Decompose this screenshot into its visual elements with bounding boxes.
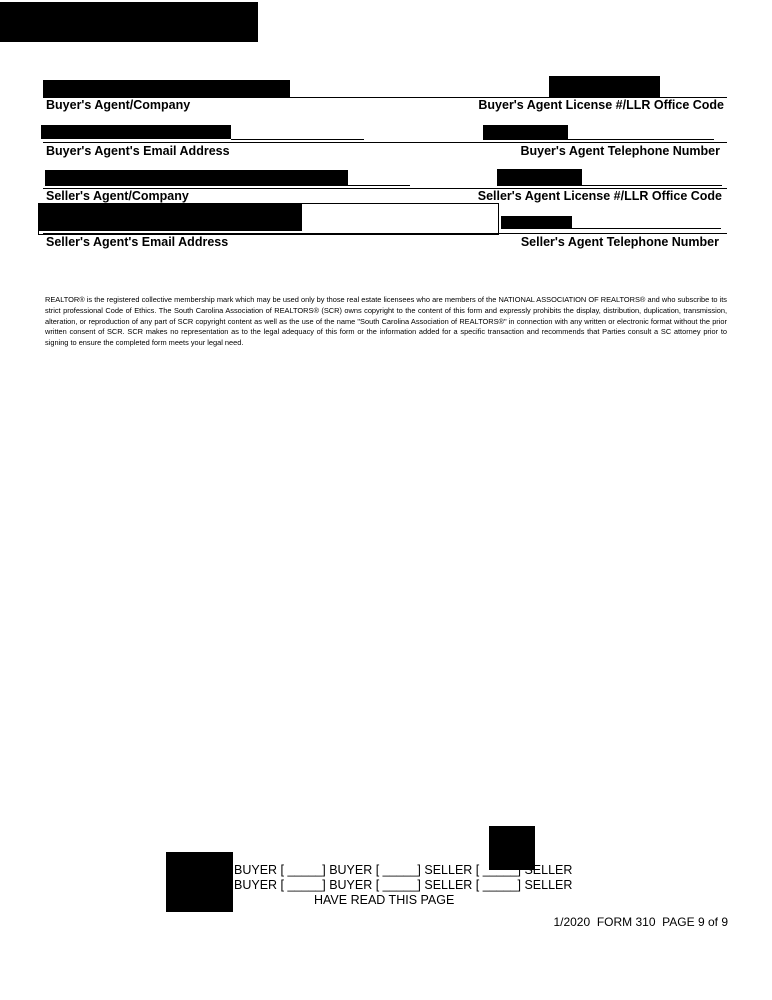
seller-agent-email-line <box>43 233 727 234</box>
redacted-seller-agent-license <box>497 169 582 186</box>
redacted-buyer-agent-company <box>43 80 290 97</box>
redacted-header <box>0 2 258 42</box>
redacted-buyer-agent-email <box>41 125 231 139</box>
initials-line-2: BUYER [ _____] BUYER [ _____] SELLER [ _____] SELLER <box>234 878 573 892</box>
redacted-buyer-agent-phone <box>483 125 568 140</box>
seller-agent-phone-label: Seller's Agent Telephone Number <box>520 235 719 249</box>
seller-agent-license-fill-line <box>582 185 722 186</box>
buyer-agent-phone-fill-line <box>568 139 714 140</box>
buyer-agent-phone-label: Buyer's Agent Telephone Number <box>520 144 720 158</box>
seller-agent-company-fill-line <box>348 185 410 186</box>
buyer-agent-email-fill-line <box>231 139 364 140</box>
redacted-seller-agent-email <box>38 203 302 231</box>
seller-agent-phone-fill-line <box>572 228 721 229</box>
redacted-initials-left <box>166 852 233 912</box>
buyer-agent-email-label: Buyer's Agent's Email Address <box>46 144 230 158</box>
have-read-this-page: HAVE READ THIS PAGE <box>314 893 455 907</box>
realtor-disclaimer: REALTOR® is the registered collective membership mark which may be used only by those real estate licensees who are members of the NATIONAL ASSOCIATION OF REALTORS® and who subscribe to its strict professional Code of Ethics. The South Carolina Association of REALTORS® (SCR) owns copyright to the content of this form and expressly prohibits the display, distribution, duplication, transmission, alteration, or reproduction of any part of SCR copyright content as well as the use of the name "South Carolina Association of REALTORS®" in connection with any written or electronic format without the prior written consent of SCR. SCR makes no representation as to the legal adequacy of this form or the information added for a specific transaction and recommends that Parties consult a SC attorney prior to signing to ensure the completed form meets your legal need. <box>45 295 727 348</box>
buyer-agent-email-line <box>43 142 727 143</box>
buyer-agent-company-label: Buyer's Agent/Company <box>46 98 191 112</box>
redacted-buyer-agent-license <box>549 76 660 97</box>
initials-line-1: BUYER [ _____] BUYER [ _____] SELLER [ _____] SELLER <box>234 863 573 877</box>
seller-agent-email-label: Seller's Agent's Email Address <box>46 235 229 249</box>
buyer-agent-license-label: Buyer's Agent License #/LLR Office Code <box>478 98 724 112</box>
seller-agent-company-label: Seller's Agent/Company <box>46 189 189 203</box>
form-page-code: 1/2020 FORM 310 PAGE 9 of 9 <box>553 915 728 929</box>
redacted-seller-agent-company <box>45 170 348 186</box>
seller-agent-license-label: Seller's Agent License #/LLR Office Code <box>477 189 722 203</box>
redacted-seller-agent-phone <box>501 216 572 229</box>
